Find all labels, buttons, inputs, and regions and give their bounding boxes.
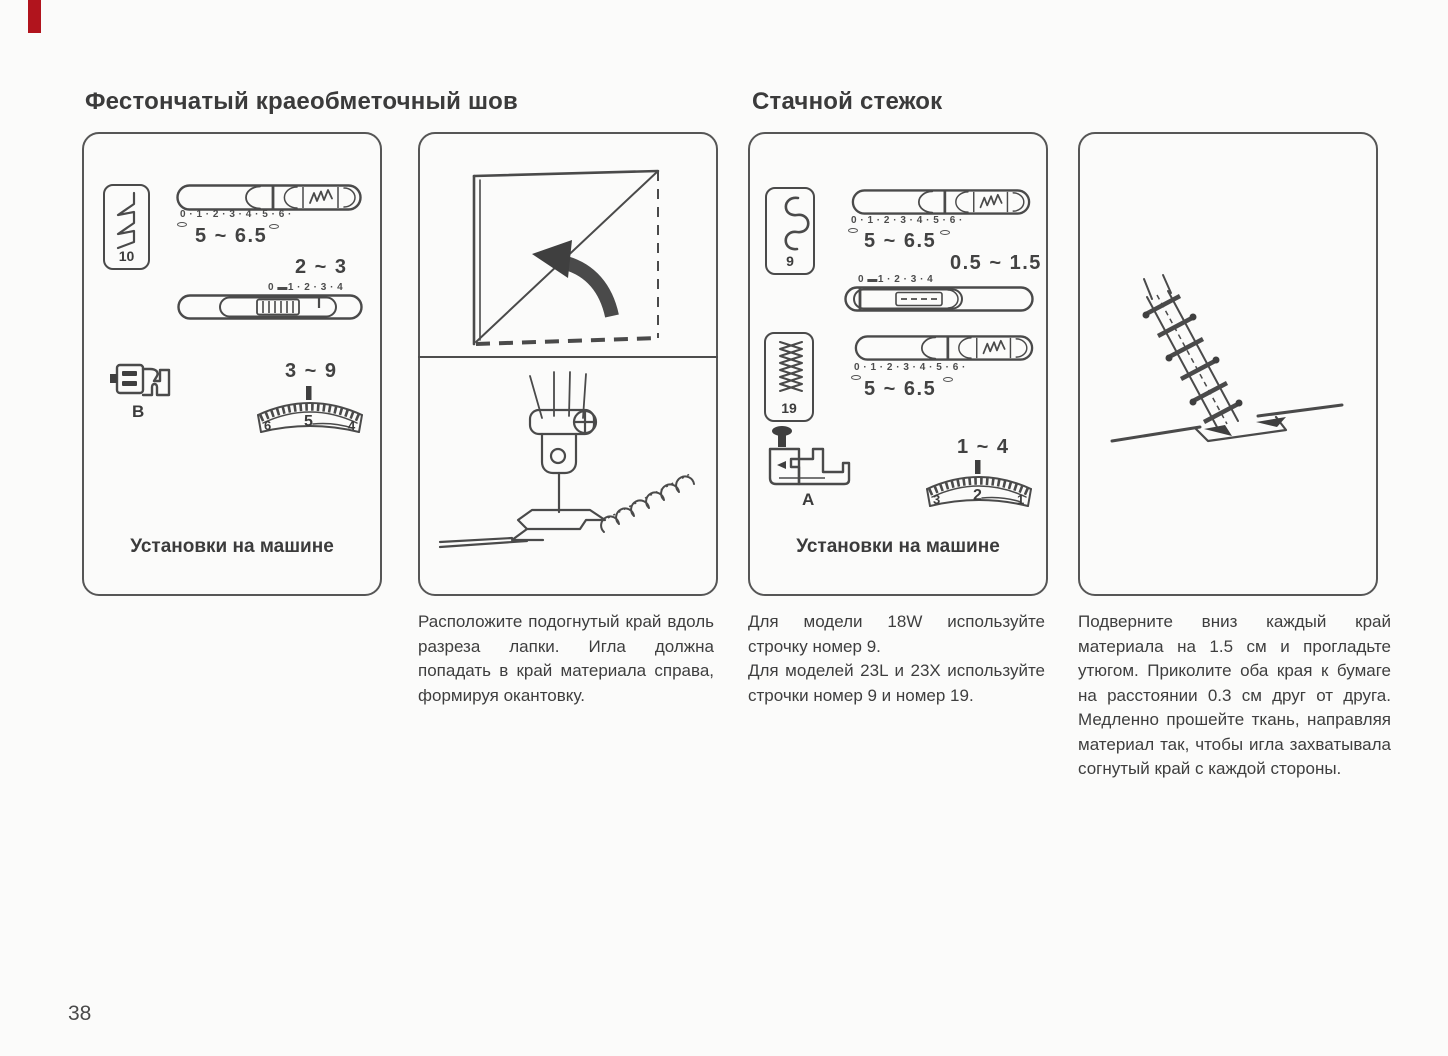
- models-note-line1: Для модели 18W используйте строчку номер 9.: [748, 612, 1045, 656]
- width-value: 5 ~ 6.5: [195, 225, 268, 247]
- length-value: 2 ~ 3: [295, 256, 348, 278]
- triangle-stitch-pattern-icon: [766, 337, 812, 399]
- models-note-line2: Для моделей 23L и 23X используйте строчки номер 9 и номер 19.: [748, 661, 1045, 705]
- scallop-instruction-text: [418, 610, 714, 708]
- dial-number-left: 6: [264, 418, 272, 433]
- length-scale: 0 ▬1 · 2 · 3 · 4: [268, 282, 344, 293]
- tension-dial: [924, 460, 1034, 507]
- scallop-technique-panel: [418, 132, 718, 596]
- narrow-zigzag-icon: [851, 375, 861, 380]
- stitch-width-slider: [847, 189, 1035, 215]
- length-scale: 0 ▬1 · 2 · 3 · 4: [858, 274, 934, 285]
- dial-number-right: 4: [348, 418, 356, 433]
- scallop-settings-panel: [82, 132, 382, 596]
- panel-divider: [418, 356, 718, 358]
- tension-value: 1 ~ 4: [957, 436, 1010, 458]
- presser-foot-b-icon: [110, 360, 174, 398]
- red-corner-mark: [28, 0, 41, 33]
- instruction-paragraph: Подверните вниз каждый край материала на 1.5 см и прогладьте утюгом. Приколите оба края к бумаге на расстоянии 0.3 см друг от друга. Медленно прошейте ткань, направляя материал так, чтобы игла захватывала согнутый край с каждой стороны.: [1078, 612, 1391, 778]
- stitch-number: 10: [118, 248, 135, 264]
- wide-zigzag-icon: [940, 230, 950, 235]
- straight-fold-instruction-text: [1078, 610, 1391, 782]
- stitch-width-slider: [176, 184, 362, 211]
- section-heading-straight: Стачной стежок: [752, 88, 943, 115]
- section-heading-scallop: Фестончатый краеобметочный шов: [85, 88, 518, 115]
- stitch-selector-chip-9: [765, 187, 815, 275]
- stitch-selector-chip-19: [764, 332, 814, 422]
- width-scale: 0 · 1 · 2 · 3 · 4 · 5 · 6 ·: [851, 215, 963, 226]
- straight-settings-panel: [748, 132, 1048, 596]
- stitch-number: 9: [786, 253, 794, 269]
- narrow-zigzag-icon: [177, 222, 187, 227]
- width-scale: 0 · 1 · 2 · 3 · 4 · 5 · 6 ·: [854, 362, 966, 373]
- stitched-seam-illustration: [1100, 259, 1360, 459]
- instruction-paragraph: Расположите подогнутый край вдоль разреза лапки. Игла должна попадать в край материала справа, формируя окантовку.: [418, 612, 714, 705]
- dial-number-right: 1: [1017, 492, 1025, 507]
- scallop-sewing-foot-illustration: [432, 366, 707, 586]
- stitch-length-slider: [177, 294, 363, 320]
- panel-caption: Установки на машине: [130, 536, 334, 557]
- foot-label: B: [132, 402, 145, 421]
- scallop-stitch-pattern-icon: [105, 188, 148, 250]
- panel-caption: Установки на машине: [796, 536, 1000, 557]
- tension-dial: [255, 386, 365, 433]
- dial-number-left: 3: [933, 492, 941, 507]
- dial-number-middle: 2: [973, 487, 982, 504]
- narrow-zigzag-icon: [848, 228, 858, 233]
- stitch-width-slider: [850, 335, 1038, 361]
- stitch-number: 19: [781, 400, 797, 416]
- wide-zigzag-icon: [269, 224, 279, 229]
- width-value: 5 ~ 6.5: [864, 230, 937, 252]
- dial-number-middle: 5: [304, 413, 313, 430]
- wide-zigzag-icon: [943, 377, 953, 382]
- stitch-selector-chip-10: [103, 184, 150, 270]
- foot-label: A: [802, 490, 815, 509]
- fabric-fold-diagram: [460, 164, 680, 354]
- straight-models-note-text: [748, 610, 1045, 708]
- stitch-length-slider: [844, 286, 1034, 312]
- page-number: 38: [68, 1002, 92, 1025]
- tension-value: 3 ~ 9: [285, 360, 338, 382]
- width-value: 5 ~ 6.5: [864, 378, 937, 400]
- serpentine-stitch-pattern-icon: [767, 192, 813, 254]
- straight-result-panel: [1078, 132, 1378, 596]
- length-value: 0.5 ~ 1.5: [950, 252, 1042, 274]
- width-scale: 0 · 1 · 2 · 3 · 4 · 5 · 6 ·: [180, 209, 292, 220]
